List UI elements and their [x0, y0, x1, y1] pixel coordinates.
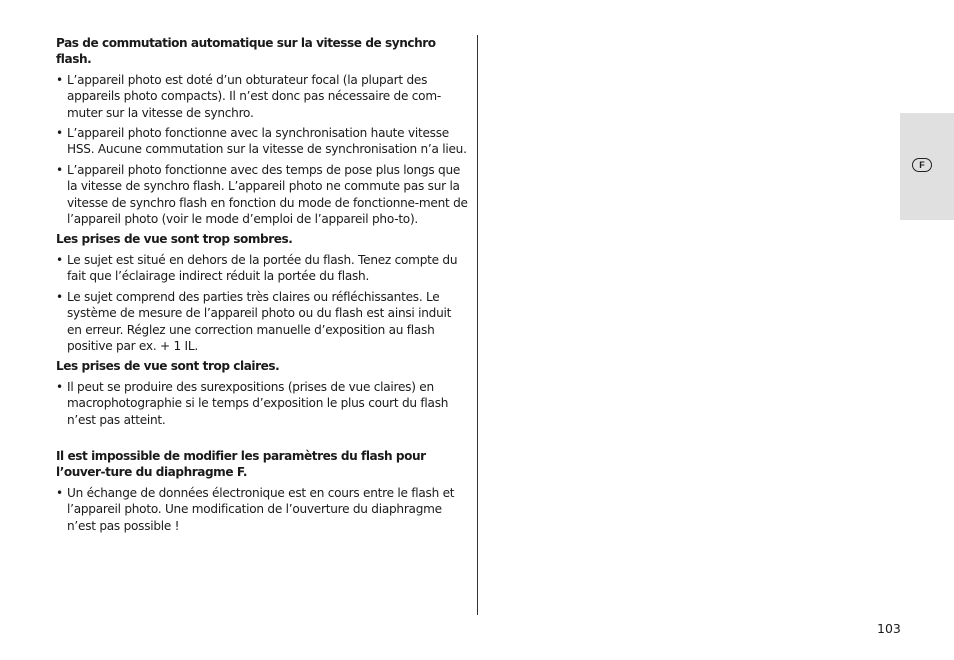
section-heading-too-dark: Les prises de vue sont trop sombres. [56, 232, 293, 247]
bullet-item: • Le sujet est situé en dehors de la portée du flash. Tenez compte du fait que l’éclairage indirect réduit la portée du flash. [56, 252, 468, 285]
section-heading-sync: Pas de commutation automatique sur la vitesse de synchro flash. [56, 36, 436, 67]
bullet-item: • Un échange de données électronique est en cours entre le flash et l’appareil photo. Une modification de l’ouverture du diaphragme n’est pas possible ! [56, 485, 468, 534]
section-heading-aperture: Il est impossible de modifier les paramètres du flash pour l’ouver-ture du diaphragme F. [56, 448, 426, 480]
bullet-item: • Le sujet comprend des parties très claires ou réfléchissantes. Le système de mesure de l’appareil photo ou du flash est ainsi induit en erreur. Réglez une correction manuelle d’exposition au flash positive par ex. + 1 IL. [56, 289, 468, 355]
bullet-item: • L’appareil photo fonctionne avec des temps de pose plus longs que la vitesse de synchro flash. L’appareil photo ne commute pas sur la vitesse de synchro flash en fonction du mode de fonctionne-ment de l’appareil photo (voir le mode d’emploi de l’appareil pho-to). [56, 162, 468, 228]
bullet-item: • L’appareil photo est doté d’un obturateur focal (la plupart des appareils photo compacts). Il n’est donc pas nécessaire de com-muter sur la vitesse de synchro. [56, 72, 468, 121]
language-badge: F [912, 158, 932, 172]
bullet-item: • L’appareil photo fonctionne avec la synchronisation haute vitesse HSS. Aucune commutation sur la vitesse de synchronisation n’a lieu. [56, 125, 468, 158]
column-divider [477, 35, 478, 615]
section-spacer [56, 432, 468, 448]
section-heading-too-bright: Les prises de vue sont trop claires. [56, 359, 280, 374]
text-column [56, 35, 468, 538]
page-number: 103 [877, 621, 901, 636]
bullet-item: • Il peut se produire des surexpositions (prises de vue claires) en macrophotographie si le temps d’exposition le plus court du flash n’est pas atteint. [56, 379, 468, 428]
